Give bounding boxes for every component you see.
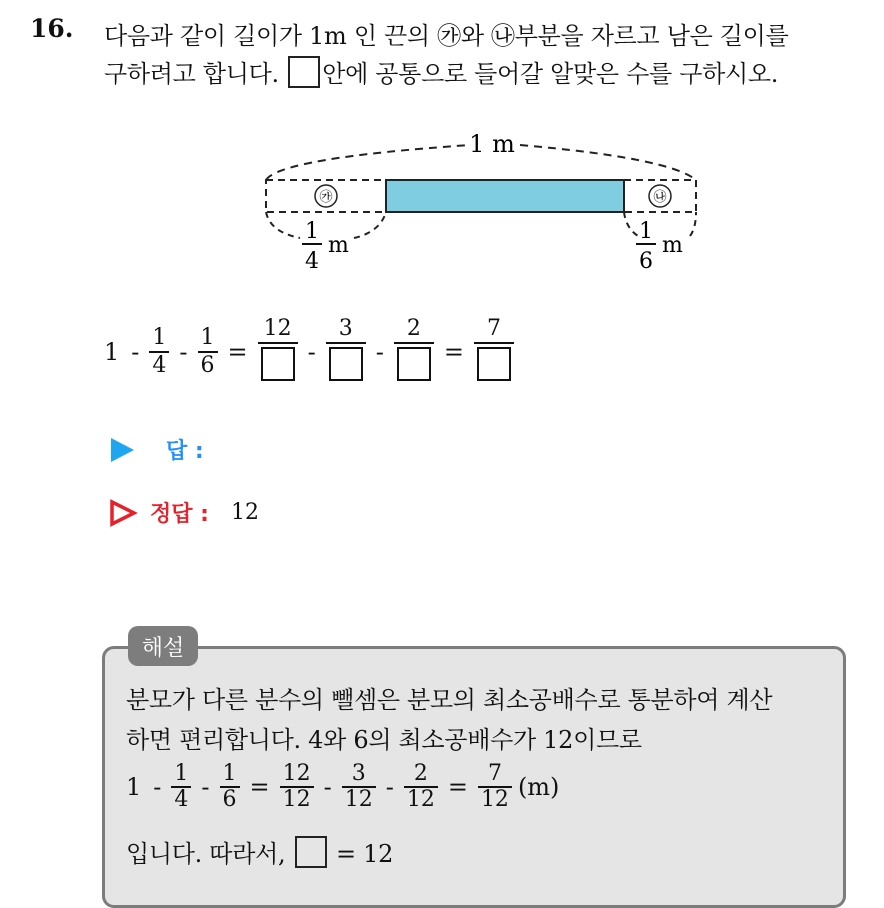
sol-f2-den: 6: [222, 787, 237, 812]
sol-result-4: [478, 762, 512, 812]
sol-minus-3: -: [323, 773, 332, 801]
outline-arrow-icon: [108, 498, 138, 528]
answer-row: [108, 434, 204, 465]
question-text-line2-b: 안에 공통으로 들어갈 알맞은 수를 구하시오.: [322, 60, 779, 88]
question-text-line1: 다음과 같이 길이가 1m 인 끈의 ㉮와 ㉯부분을 자르고 남은 길이를: [104, 22, 789, 50]
left-fraction-den: 4: [305, 249, 319, 274]
solution-line1: 분모가 다른 분수의 뺄셈은 분모의 최소공배수로 통분하여 계산: [126, 686, 773, 714]
sol-result-3: [404, 762, 438, 812]
eq-r3-num: 2: [406, 316, 421, 341]
solution-line4: [126, 834, 393, 869]
sol-minus-1: -: [153, 773, 162, 801]
mark-na-label: ㉯: [653, 190, 667, 205]
sol-f1-den: 4: [174, 787, 189, 812]
eq-r3-blank-box: [397, 347, 431, 381]
remaining-bar: [386, 180, 624, 212]
eq-equals-2: =: [443, 338, 464, 366]
solution-equation: [126, 762, 559, 812]
solution-tag: 해설: [128, 626, 198, 666]
eq-f1-den: 4: [152, 353, 167, 378]
play-arrow-icon: [108, 436, 136, 464]
sol-r2-num: 3: [351, 761, 366, 786]
blank-equation: [104, 316, 518, 388]
eq-f2-num: 1: [200, 325, 215, 350]
sol-equals-1: =: [249, 773, 270, 801]
sol-r1-num: 12: [282, 761, 311, 786]
eq-r4-num: 7: [486, 316, 501, 341]
left-fraction-num: 1: [305, 219, 319, 244]
sol-r4-den: 12: [480, 787, 509, 812]
sol-equals-2: =: [447, 773, 468, 801]
left-fraction-arc-b: [354, 212, 386, 238]
eq-result-3: [394, 316, 434, 388]
sol-minus-4: -: [385, 773, 394, 801]
left-fraction-arc-a: [266, 212, 300, 238]
sol-fraction-2: [220, 762, 240, 812]
eq-result-2: [326, 316, 366, 388]
right-fraction-unit: m: [662, 233, 683, 258]
eq-result-4: [474, 316, 514, 388]
eq-fraction-1: [149, 325, 169, 379]
question-text-line2-a: 구하려고 합니다.: [104, 60, 279, 88]
right-fraction-arc-b: [690, 212, 696, 236]
eq-minus-3: -: [307, 338, 316, 366]
total-length-label: 1 m: [469, 130, 515, 158]
eq-minus-1: -: [131, 338, 140, 366]
sol-f2-num: 1: [222, 761, 237, 786]
mark-ga-label: ㉮: [319, 190, 333, 205]
eq-equals-1: =: [227, 338, 248, 366]
right-fraction-arc-a: [624, 212, 638, 236]
correct-answer-row: [108, 497, 259, 528]
sol-f1-num: 1: [174, 761, 189, 786]
eq-one: 1: [104, 338, 120, 366]
left-fraction-unit: m: [328, 233, 349, 258]
eq-minus-4: -: [375, 338, 384, 366]
solution-blank-box: [295, 836, 327, 868]
sol-minus-2: -: [201, 773, 210, 801]
sol-result-1: [280, 762, 314, 812]
question-number: 16.: [30, 14, 74, 43]
eq-r2-blank-box: [329, 347, 363, 381]
eq-r2-num: 3: [338, 316, 353, 341]
solution-line4-b: = 12: [335, 840, 394, 868]
eq-fraction-2: [198, 325, 218, 379]
sol-r3-den: 12: [406, 787, 435, 812]
correct-answer-value: 12: [230, 500, 259, 525]
eq-r1-num: 12: [263, 316, 292, 341]
sol-one: 1: [126, 773, 142, 801]
eq-r4-blank-box: [477, 347, 511, 381]
eq-f1-num: 1: [152, 325, 167, 350]
length-arc-right: [520, 145, 696, 180]
string-diagram: [240, 120, 720, 290]
right-fraction-den: 6: [639, 249, 653, 274]
question-text-line2: [104, 54, 778, 89]
eq-r1-blank-box: [261, 347, 295, 381]
sol-r4-num: 7: [487, 761, 502, 786]
correct-answer-label: 정답 :: [150, 502, 209, 527]
sol-result-2: [342, 762, 376, 812]
right-fraction-num: 1: [639, 219, 653, 244]
sol-r3-num: 2: [413, 761, 428, 786]
sol-r1-den: 12: [282, 787, 311, 812]
eq-f2-den: 6: [200, 353, 215, 378]
solution-line2: 하면 편리합니다. 4와 6의 최소공배수가 12이므로: [126, 726, 642, 754]
blank-box: [288, 56, 320, 88]
solution-line4-a: 입니다. 따라서,: [126, 840, 286, 868]
eq-minus-2: -: [179, 338, 188, 366]
sol-fraction-1: [171, 762, 191, 812]
sol-r2-den: 12: [344, 787, 373, 812]
sol-unit: (m): [517, 773, 560, 801]
eq-result-1: [258, 316, 298, 388]
answer-label: 답 :: [166, 439, 204, 464]
length-arc-left: [266, 145, 470, 180]
